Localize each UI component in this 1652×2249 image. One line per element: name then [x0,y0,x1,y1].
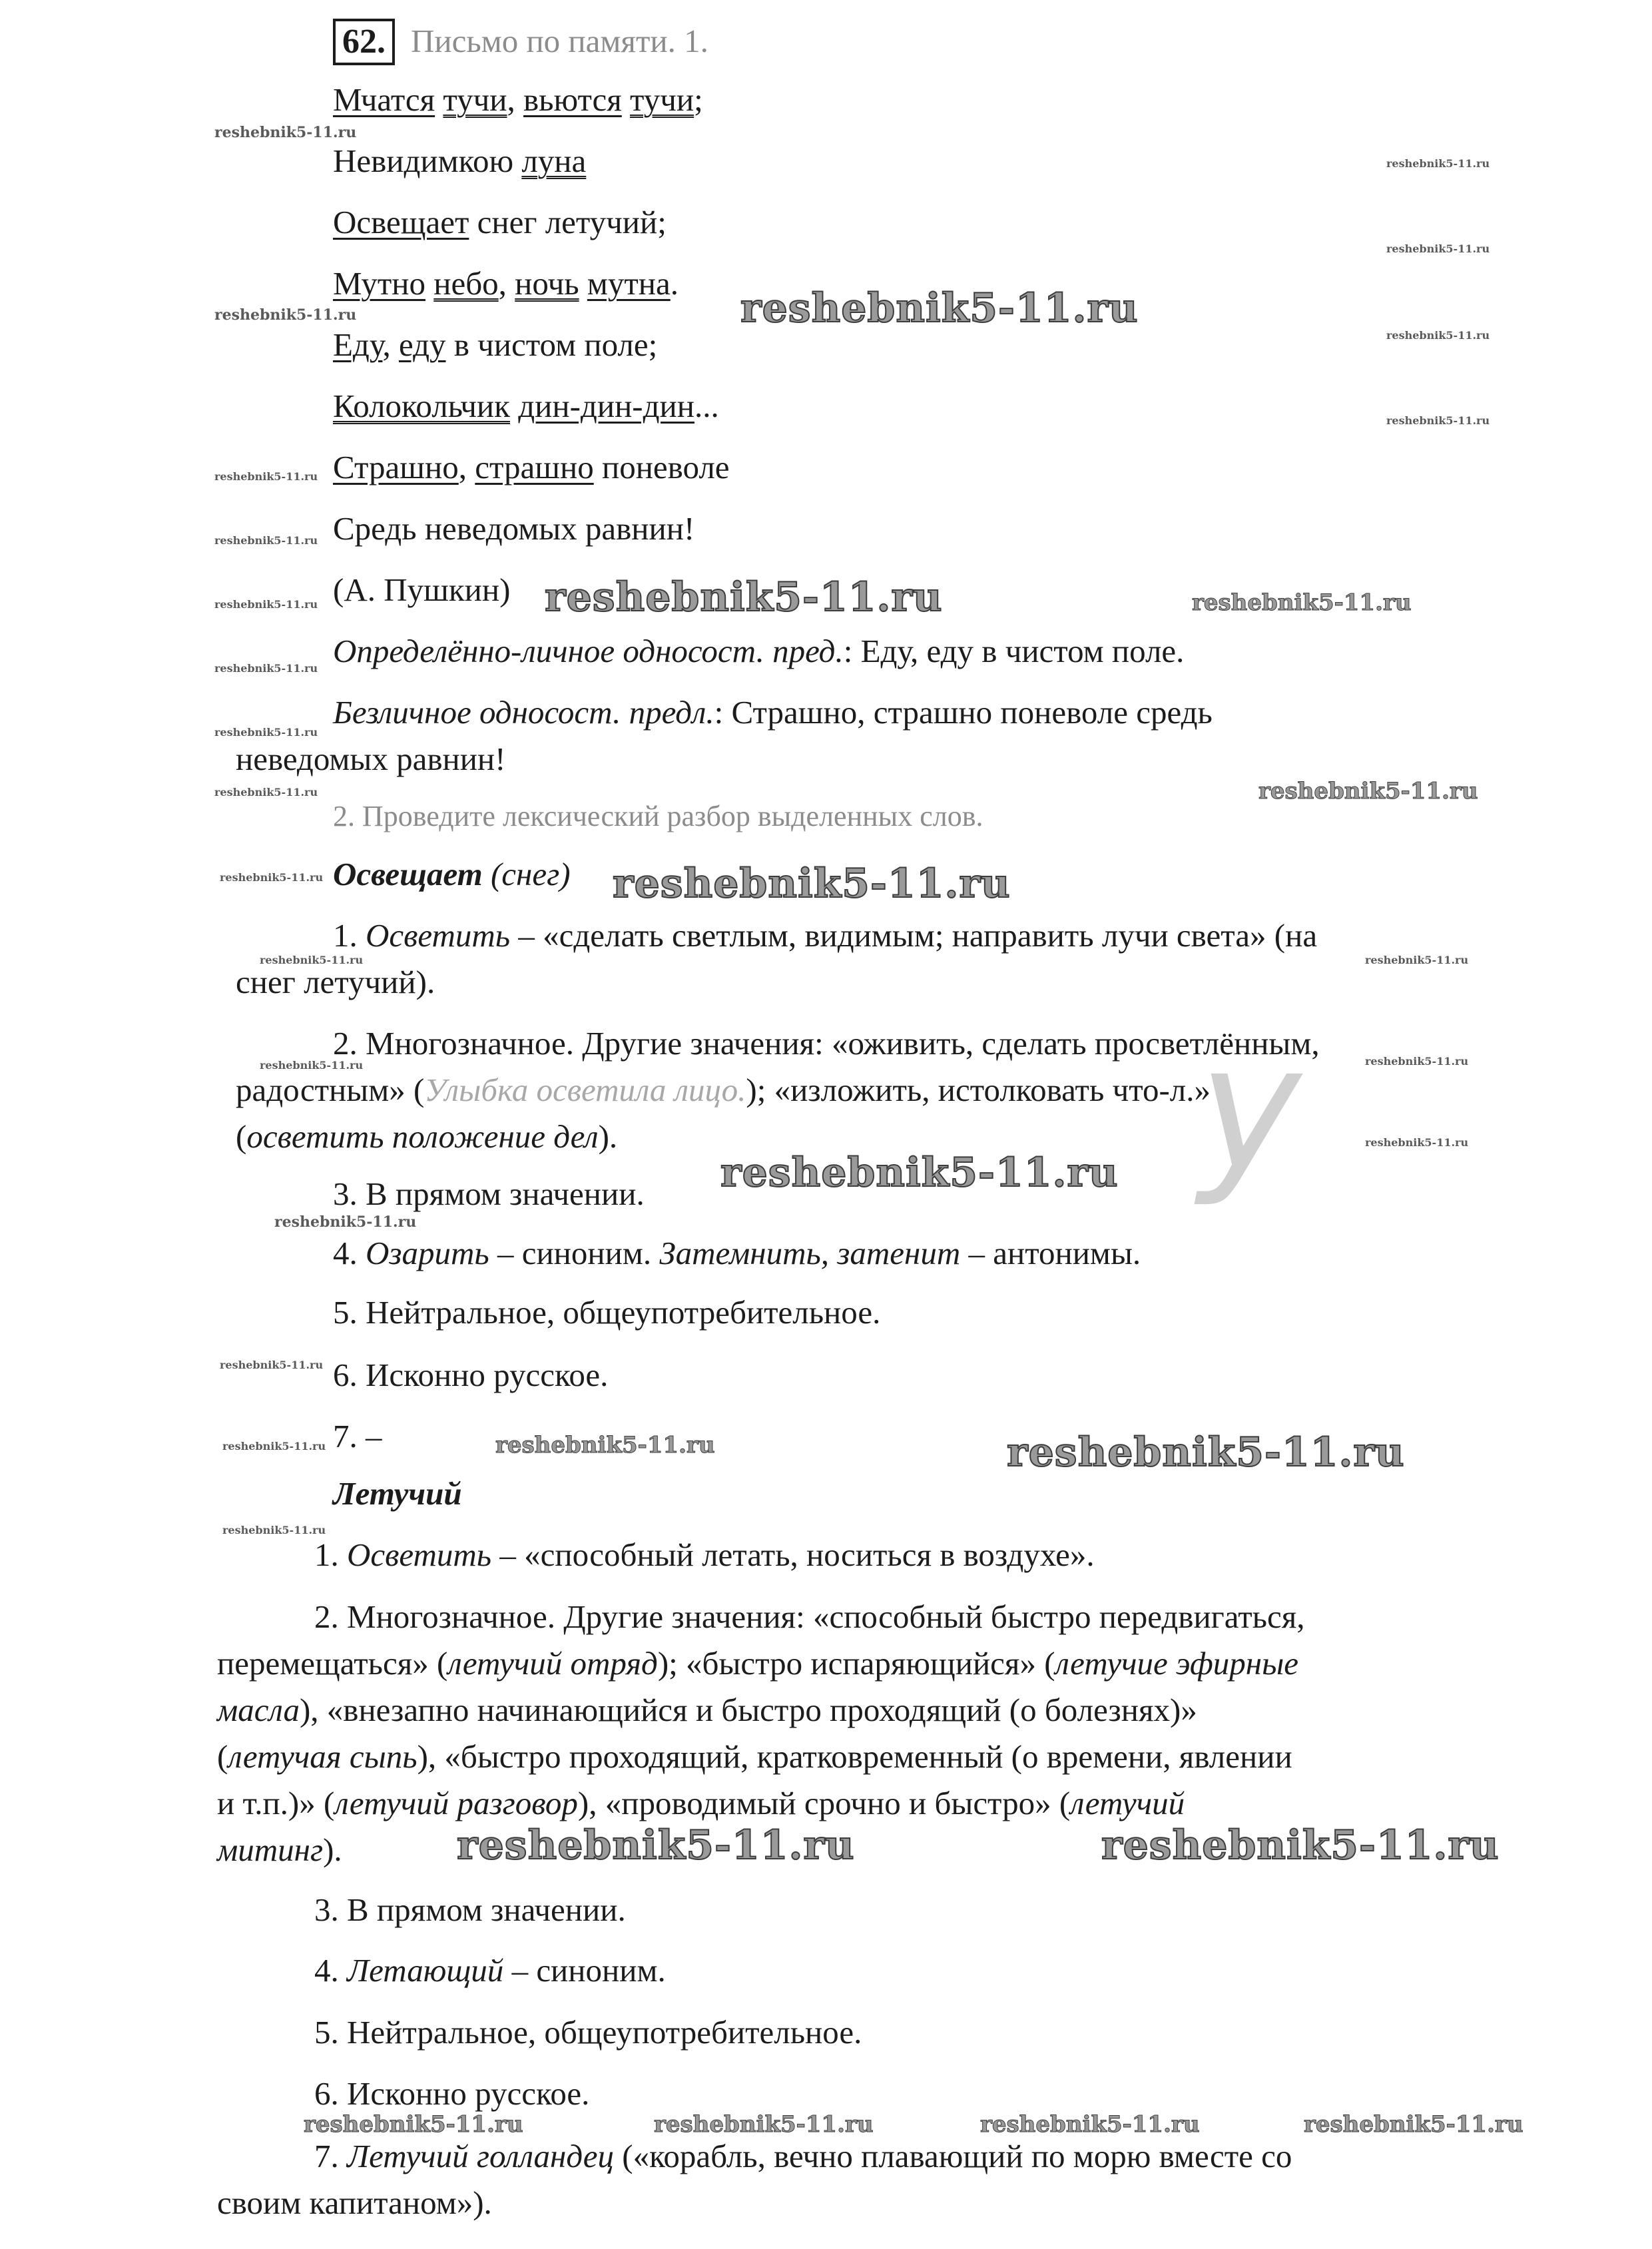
word2-point-2-l3: масла), «внезапно начинающийся и быстро проходящий (о болезнях)» [217,1692,1197,1728]
note-impersonal: Безличное односост. предл.: Страшно, страшно поневоле средь [333,694,1213,731]
watermark: reshebnik5-11.ru [1386,329,1490,342]
watermark: reshebnik5-11.ru [1365,1136,1469,1149]
word2-point-2-l5: и т.п.)» (летучий разговор), «проводимый срочно и быстро» (летучий [217,1785,1185,1821]
poem-line-7: Страшно, страшно поневоле [333,449,730,485]
word1-point-6: 6. Исконно русское. [333,1357,609,1393]
word2-point-5: 5. Нейтральное, общеупотребительное. [314,2014,862,2051]
word2-point-2-l2: перемещаться» (летучий отряд); «быстро испаряющийся» (летучие эфирные [217,1645,1298,1682]
watermark: reshebnik5-11.ru [1365,954,1469,966]
watermark: reshebnik5-11.ru [654,2111,874,2138]
watermark: reshebnik5-11.ru [222,1440,326,1452]
word1-point-7: 7. – [333,1418,382,1454]
poem-author: (А. Пушкин) [333,571,511,608]
watermark: reshebnik5-11.ru [1386,414,1490,427]
watermark: reshebnik5-11.ru [1192,589,1412,616]
watermark: reshebnik5-11.ru [214,726,318,739]
watermark: reshebnik5-11.ru [214,124,357,141]
watermark: reshebnik5-11.ru [1365,1055,1469,1068]
watermark: reshebnik5-11.ru [214,598,318,611]
exercise-number: 62. [333,19,395,65]
watermark: reshebnik5-11.ru [214,306,357,324]
watermark: reshebnik5-11.ru [457,1822,855,1869]
watermark: reshebnik5-11.ru [1386,242,1490,255]
watermark: reshebnik5-11.ru [220,871,324,884]
word2-point-2-l4: (летучая сыпь), «быстро проходящий, кратковременный (о времени, явлении [217,1738,1292,1775]
watermark: reshebnik5-11.ru [740,285,1139,332]
watermark: reshebnik5-11.ru [274,1213,417,1231]
watermark: reshebnik5-11.ru [214,662,318,675]
watermark: reshebnik5-11.ru [304,2111,523,2138]
watermark: reshebnik5-11.ru [1101,1822,1500,1869]
watermark: reshebnik5-11.ru [222,1524,326,1536]
word2-point-7-cont: своим капитаном»). [217,2184,492,2221]
poem-line-5: Еду, еду в чистом поле; [333,326,658,363]
word2-point-4: 4. Летающий – синоним. [314,1952,666,1989]
word2-point-7: 7. Летучий голландец («корабль, вечно плавающий по морю вместе со [314,2138,1292,2174]
poem-line-4: Мутно небо, ночь мутна. [333,265,679,302]
word1-point-4: 4. Озарить – синоним. Затемнить, затенит – антонимы. [333,1235,1141,1271]
faint-stamp-glyph: у [1199,1008,1301,1209]
watermark: reshebnik5-11.ru [220,1359,324,1371]
exercise-title: Письмо по памяти. 1. [411,23,708,59]
watermark: reshebnik5-11.ru [1386,157,1490,170]
word1-heading: Освещает (снег) [333,856,571,892]
word2-point-6: 6. Исконно русское. [314,2075,590,2112]
poem-line-6: Колокольчик дин-дин-дин... [333,388,719,424]
note-definite-personal: Определённо-личное односост. пред.: Еду, еду в чистом поле. [333,633,1185,669]
note-impersonal-cont: неведомых равнин! [236,741,506,777]
poem-line-3: Освещает снег летучий; [333,204,667,240]
watermark: reshebnik5-11.ru [545,574,943,621]
word2-point-1: 1. Осветить – «способный летать, носиться в воздухе». [314,1536,1095,1573]
watermark: reshebnik5-11.ru [495,1432,715,1458]
word1-point-3: 3. В прямом значении. [333,1175,645,1212]
word2-point-3: 3. В прямом значении. [314,1891,626,1928]
word1-point-2-cont2: (осветить положение дел). [236,1118,618,1155]
watermark: reshebnik5-11.ru [1007,1429,1405,1476]
poem-line-1: Мчатся тучи, вьются тучи; [333,81,703,118]
watermark: reshebnik5-11.ru [214,470,318,483]
watermark: reshebnik5-11.ru [1304,2111,1523,2138]
watermark: reshebnik5-11.ru [260,1059,364,1072]
word1-point-2: 2. Многозначное. Другие значения: «оживить, сделать просветлённым, [333,1025,1320,1062]
watermark: reshebnik5-11.ru [720,1149,1119,1196]
watermark: reshebnik5-11.ru [980,2111,1200,2138]
watermark: reshebnik5-11.ru [1258,778,1478,804]
watermark: reshebnik5-11.ru [214,534,318,547]
watermark: reshebnik5-11.ru [613,860,1011,907]
word2-point-2-l6: митинг). [217,1831,342,1868]
word2-heading: Летучий [333,1475,462,1512]
word2-point-2: 2. Многозначное. Другие значения: «способный быстро передвигаться, [314,1598,1305,1635]
watermark: reshebnik5-11.ru [214,786,318,799]
poem-line-8: Средь неведомых равнин! [333,510,695,547]
task-2-heading: 2. Проведите лексический разбор выделенных слов. [333,800,983,832]
word1-point-2-cont: радостным» (Улыбка осветила лицо.); «изложить, истолковать что-л.» [236,1072,1211,1108]
poem-line-2: Невидимкою луна [333,143,587,179]
word1-point-5: 5. Нейтральное, общеупотребительное. [333,1294,881,1331]
word1-point-1-cont: снег летучий). [236,964,435,1000]
watermark: reshebnik5-11.ru [260,954,364,966]
word1-point-1: 1. Осветить – «сделать светлым, видимым; направить лучи света» (на [333,917,1318,954]
